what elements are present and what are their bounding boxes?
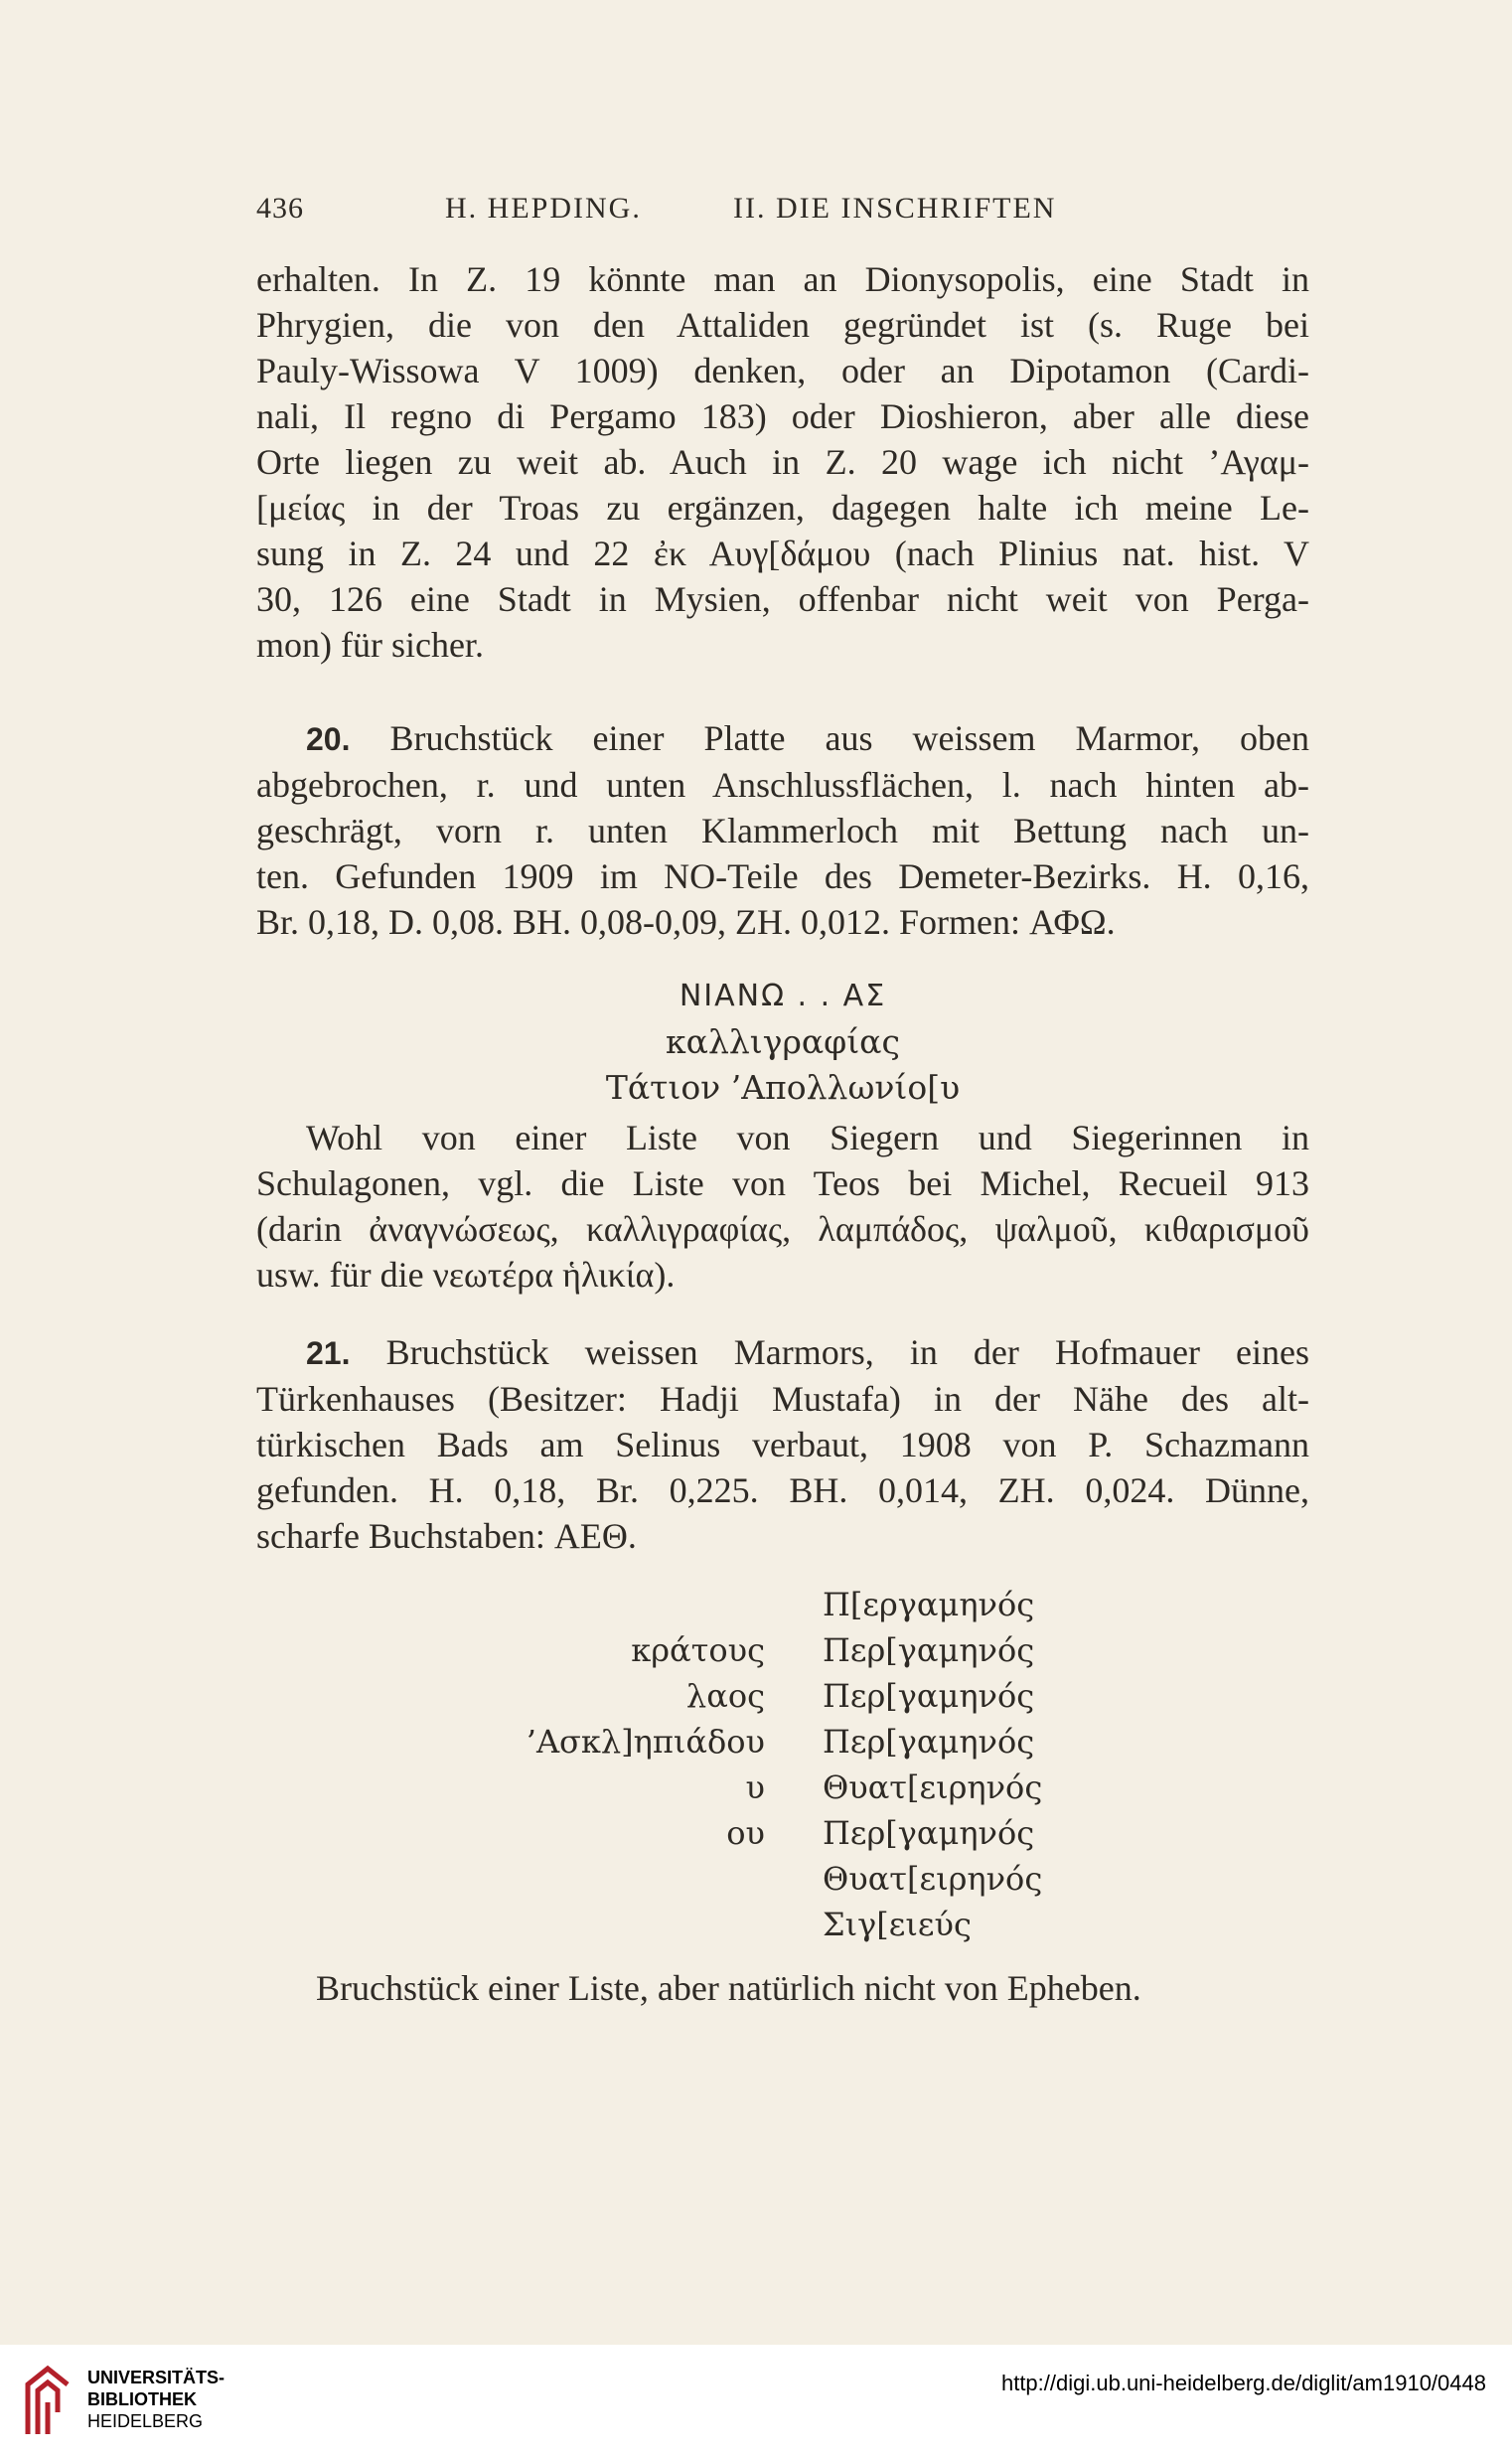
inscription-21-left-column — [467, 1582, 765, 1947]
inscription-21-right-column — [823, 1582, 1220, 1947]
header-section: II. DIE INSCHRIFTEN — [733, 192, 1057, 225]
inscription-cell: Θυατ[ειρηνός — [823, 1768, 1043, 1806]
inscription-cell: Περ[γαμηνός — [823, 1677, 1035, 1715]
text-line: Schulagonen, vgl. die Liste von Teos bei Michel, Recueil 913 — [256, 1163, 1309, 1203]
text-line: erhalten. In Z. 19 könnte man an Dionysopolis, eine Stadt in — [256, 259, 1309, 299]
inscription-cell: υ — [745, 1768, 765, 1806]
header-author: H. HEPDING. — [445, 192, 642, 225]
inscription-cell — [467, 1856, 765, 1902]
running-header — [256, 192, 1309, 231]
library-name-line: BIBLIOTHEK — [87, 2389, 197, 2409]
inscription-cell: Περ[γαμηνός — [823, 1631, 1035, 1669]
text-line: scharfe Buchstaben: ΑΕΘ. — [256, 1516, 637, 1556]
page-number: 436 — [256, 192, 304, 225]
text-line: Bruchstück einer Liste, aber natürlich nicht von Epheben. — [316, 1968, 1141, 2008]
text-line: Phrygien, die von den Attaliden gegründet ist (s. Ruge bei — [256, 305, 1309, 345]
text-line: nali, Il regno di Pergamo 183) oder Dioshieron, aber alle diese — [256, 396, 1309, 436]
inscription-20 — [256, 974, 1309, 1111]
text-line-content: Bruchstück weissen Marmors, in der Hofmauer eines — [385, 1332, 1310, 1372]
text-line: türkischen Bads am Selinus verbaut, 1908 von P. Schazmann — [256, 1425, 1309, 1464]
text-line: Türkenhauses (Besitzer: Hadji Mustafa) in der Nähe des alt- — [256, 1379, 1309, 1419]
text-line: [μείας in der Troas zu ergänzen, dagegen halte ich meine Le- — [256, 488, 1309, 528]
library-name — [87, 2367, 225, 2432]
inscription-cell: κράτους — [631, 1631, 765, 1669]
digitization-footer — [0, 2345, 1512, 2456]
text-line: 30, 126 eine Stadt in Mysien, offenbar nicht weit von Perga- — [256, 579, 1309, 619]
library-name-line: HEIDELBERG — [87, 2411, 204, 2431]
text-line: abgebrochen, r. und unten Anschlussflächen, l. nach hinten ab- — [256, 765, 1309, 805]
text-line: gefunden. H. 0,18, Br. 0,225. BH. 0,014, ZH. 0,024. Dünne, — [256, 1470, 1309, 1510]
text-line: usw. für die νεωτέρα ἡλικία). — [256, 1255, 676, 1295]
text-line — [256, 1329, 1309, 1376]
text-line: Orte liegen zu weit ab. Auch in Z. 20 wage ich nicht ’Αγαμ- — [256, 442, 1309, 482]
inscription-line: Τάτιον ’Απολλωνίο[υ — [605, 1068, 961, 1107]
library-name-line: UNIVERSITÄTS- — [87, 2368, 226, 2387]
inscription-line: ΝΙΑΝΩ . . ΑΣ — [679, 979, 887, 1013]
entry-21-closing — [256, 1965, 1309, 2011]
entry-number: 21. — [306, 1335, 351, 1371]
inscription-cell: ’Ασκλ]ηπιάδου — [526, 1723, 765, 1761]
inscription-cell: Περ[γαμηνός — [823, 1814, 1035, 1852]
entry-21-description — [256, 1329, 1309, 1559]
entry-20-commentary — [256, 1115, 1309, 1298]
text-line: sung in Z. 24 und 22 ἐκ Αυγ[δάμου (nach Plinius nat. hist. V — [256, 534, 1309, 573]
inscription-cell: ου — [726, 1814, 765, 1852]
entry-number: 20. — [306, 721, 351, 757]
library-logo-icon — [18, 2363, 76, 2438]
text-line: Wohl von einer Liste von Siegern und Siegerinnen in — [306, 1118, 1309, 1157]
text-line-content: Bruchstück einer Platte aus weissem Marmor, oben — [389, 718, 1310, 758]
text-line: mon) für sicher. — [256, 625, 484, 665]
inscription-cell: Περ[γαμηνός — [823, 1723, 1035, 1761]
text-line: ten. Gefunden 1909 im NO-Teile des Demeter-Bezirks. H. 0,16, — [256, 856, 1309, 896]
text-line — [256, 715, 1309, 762]
inscription-cell: Σιγ[ειεύς — [823, 1906, 972, 1943]
inscription-cell: Θυατ[ειρηνός — [823, 1860, 1043, 1898]
inscription-cell: λαος — [685, 1677, 765, 1715]
inscription-cell — [467, 1902, 765, 1947]
source-url-link[interactable]: http://digi.ub.uni-heidelberg.de/diglit/am1910/0448 — [1000, 2371, 1486, 2395]
text-line: geschrägt, vorn r. unten Klammerloch mit Bettung nach un- — [256, 811, 1309, 850]
text-line: (darin ἀναγνώσεως, καλλιγραφίας, λαμπάδος, ψαλμοῦ, κιθαρισμοῦ — [256, 1209, 1309, 1249]
inscription-line: καλλιγραφίας — [666, 1022, 900, 1061]
text-line: Pauly-Wissowa V 1009) denken, oder an Dipotamon (Cardi- — [256, 351, 1309, 390]
entry-20-description — [256, 715, 1309, 945]
paragraph-continuation — [256, 256, 1309, 668]
text-line: Br. 0,18, D. 0,08. BH. 0,08-0,09, ZH. 0,012. Formen: ΑΦΩ. — [256, 902, 1116, 942]
inscription-cell — [467, 1582, 765, 1627]
inscription-cell: Π[εργαμηνός — [823, 1586, 1035, 1623]
